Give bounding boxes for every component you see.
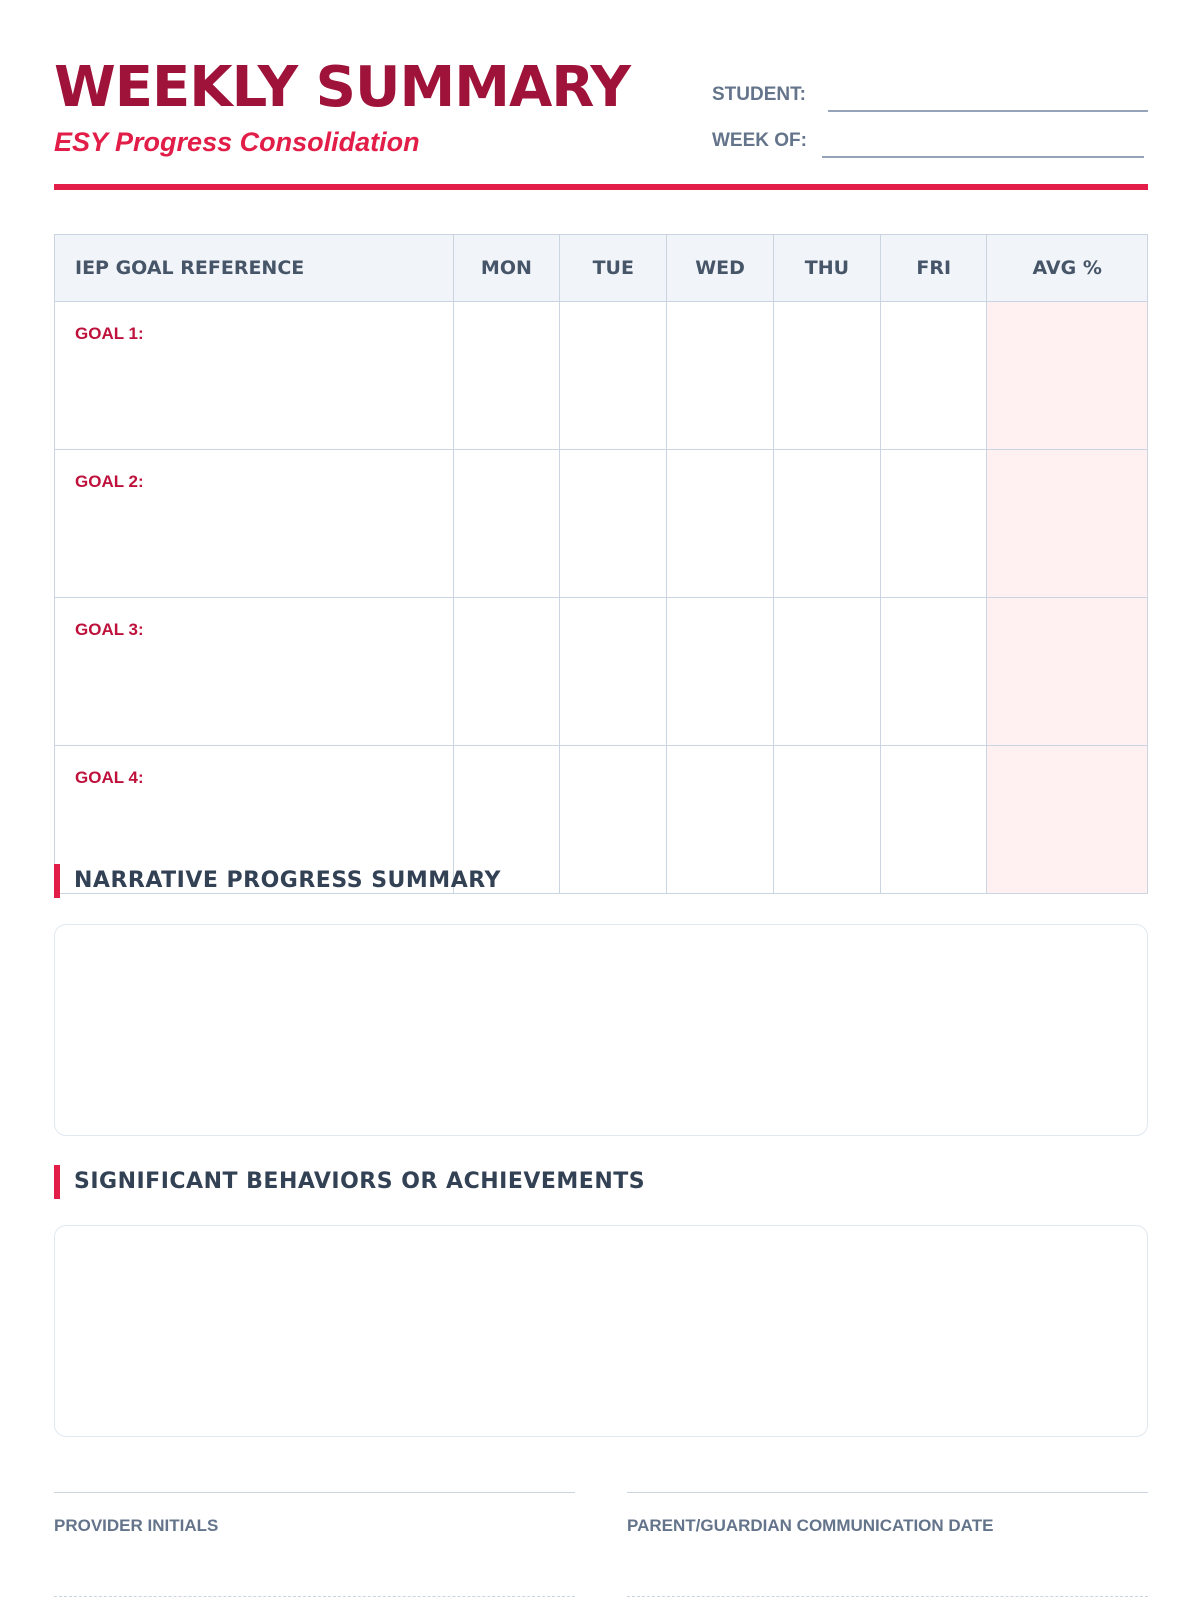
mon-cell[interactable] <box>453 302 559 450</box>
table-row <box>55 302 1148 450</box>
week-of-field[interactable] <box>712 118 1148 158</box>
table-row <box>55 450 1148 598</box>
week-of-input-line[interactable] <box>822 156 1144 158</box>
student-field[interactable] <box>712 72 1148 112</box>
mon-cell[interactable] <box>453 598 559 746</box>
signature-dashed-line[interactable] <box>627 1596 1148 1597</box>
avg-cell[interactable] <box>987 598 1148 746</box>
provider-initials-label: PROVIDER INITIALS <box>54 1516 219 1535</box>
goal-label[interactable]: GOAL 4: <box>55 746 454 894</box>
form-header <box>54 52 1148 190</box>
fri-cell[interactable] <box>881 598 987 746</box>
form-subtitle: ESY Progress Consolidation <box>54 127 420 157</box>
column-header-thu: THU <box>773 235 880 302</box>
column-header-tue: TUE <box>560 235 667 302</box>
tue-cell[interactable] <box>560 450 667 598</box>
table-header-row <box>55 235 1148 302</box>
thu-cell[interactable] <box>773 598 880 746</box>
goal-label[interactable]: GOAL 3: <box>55 598 454 746</box>
week-of-label: WEEK OF: <box>712 130 807 151</box>
column-header-fri: FRI <box>881 235 987 302</box>
behaviors-section-heading <box>54 1165 1148 1199</box>
mon-cell[interactable] <box>453 450 559 598</box>
avg-cell[interactable] <box>987 302 1148 450</box>
column-header-goal-reference: IEP GOAL REFERENCE <box>55 235 454 302</box>
behaviors-heading-text: SIGNIFICANT BEHAVIORS OR ACHIEVEMENTS <box>74 1169 646 1194</box>
provider-initials-field[interactable] <box>54 1492 575 1600</box>
wed-cell[interactable] <box>667 450 773 598</box>
column-header-avg: AVG % <box>987 235 1148 302</box>
student-input-line[interactable] <box>828 110 1148 112</box>
fri-cell[interactable] <box>881 302 987 450</box>
behaviors-achievements-box[interactable] <box>54 1225 1148 1437</box>
avg-cell[interactable] <box>987 450 1148 598</box>
weekly-summary-form <box>54 0 1148 1600</box>
goal-label[interactable]: GOAL 1: <box>55 302 454 450</box>
parent-communication-date-label: PARENT/GUARDIAN COMMUNICATION DATE <box>627 1516 994 1535</box>
column-header-wed: WED <box>667 235 773 302</box>
student-label: STUDENT: <box>712 84 806 105</box>
signature-top-line <box>54 1492 575 1493</box>
narrative-summary-box[interactable] <box>54 924 1148 1136</box>
form-title: WEEKLY SUMMARY <box>54 55 630 120</box>
table-row <box>55 598 1148 746</box>
section-accent-bar <box>54 1165 60 1199</box>
thu-cell[interactable] <box>773 302 880 450</box>
goal-label[interactable]: GOAL 2: <box>55 450 454 598</box>
header-divider <box>54 184 1148 190</box>
tue-cell[interactable] <box>560 598 667 746</box>
signature-top-line <box>627 1492 1148 1493</box>
narrative-heading-text: NARRATIVE PROGRESS SUMMARY <box>74 868 501 893</box>
goal-tracking-table <box>54 234 1148 894</box>
signature-dashed-line[interactable] <box>54 1596 575 1597</box>
wed-cell[interactable] <box>667 598 773 746</box>
wed-cell[interactable] <box>667 302 773 450</box>
parent-communication-date-field[interactable] <box>627 1492 1148 1600</box>
section-accent-bar <box>54 864 60 898</box>
thu-cell[interactable] <box>773 450 880 598</box>
tue-cell[interactable] <box>560 302 667 450</box>
fri-cell[interactable] <box>881 450 987 598</box>
column-header-mon: MON <box>453 235 559 302</box>
narrative-section-heading <box>54 864 1148 898</box>
